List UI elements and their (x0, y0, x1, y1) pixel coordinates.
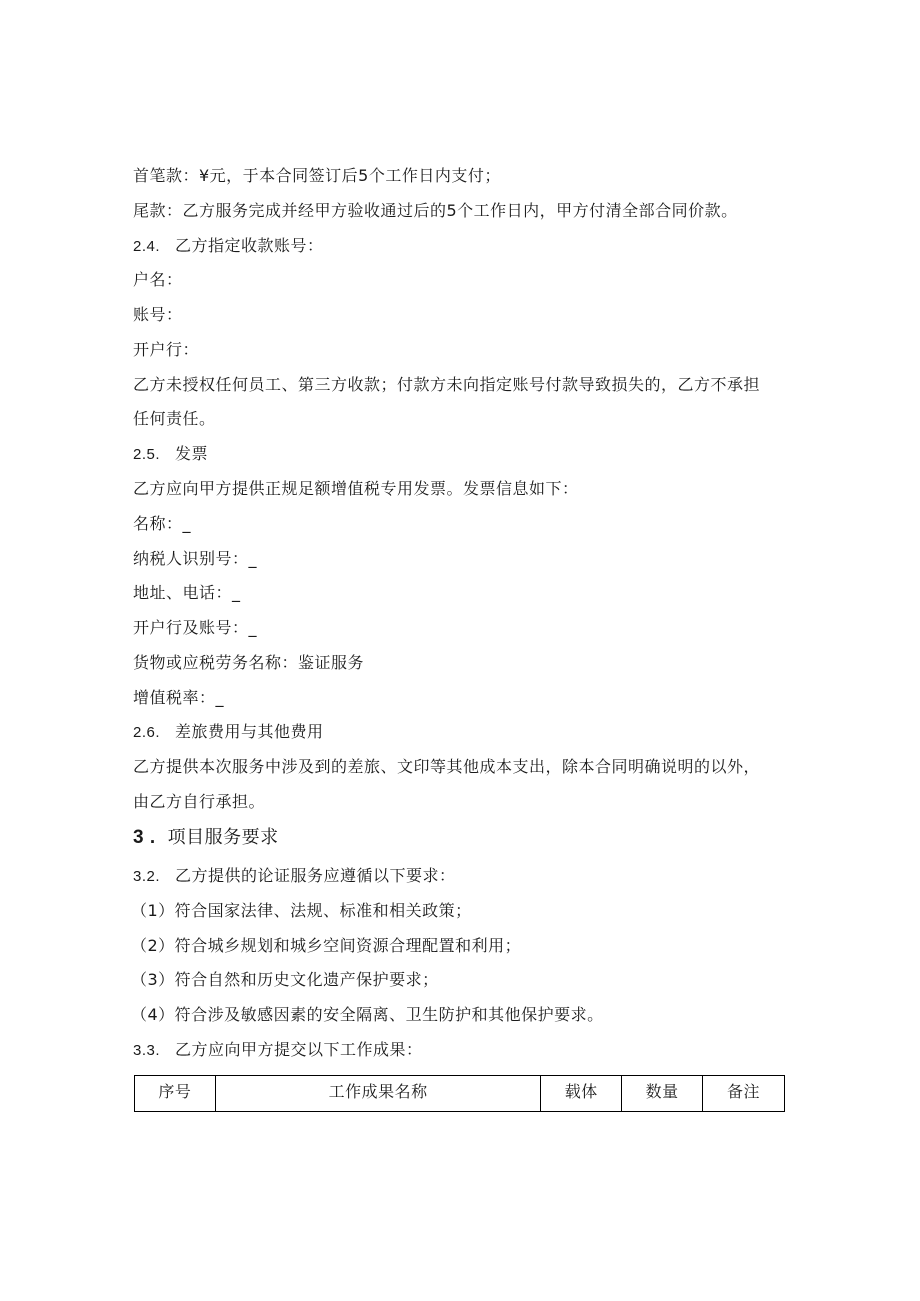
section-2-4 (133, 236, 324, 257)
header-medium: 载体 (541, 1076, 622, 1112)
account-number-line: 账号： (133, 305, 183, 324)
heading-text: 项目服务要求 (167, 827, 279, 848)
bank-line: 开户行： (133, 340, 200, 359)
vat-rate-line: 增值税率：_ (133, 688, 225, 707)
final-payment-line: 尾款：乙方服务完成并经甲方验收通过后的5个工作日内，甲方付清全部合同价款。 (133, 201, 738, 220)
invoice-name-line: 名称：_ (133, 514, 192, 533)
section-title: 乙方应向甲方提交以下工作成果： (175, 1040, 423, 1059)
travel-expense-line-2: 由乙方自行承担。 (133, 792, 266, 811)
first-payment-line: 首笔款：¥元，于本合同签订后5个工作日内支付； (133, 166, 501, 185)
section-3-2 (133, 866, 456, 887)
requirement-1: （1）符合国家法律、法规、标准和相关政策； (131, 901, 472, 920)
section-2-6 (133, 722, 324, 743)
table-header-row (135, 1076, 785, 1112)
requirement-3: （3）符合自然和历史文化遗产保护要求； (131, 970, 439, 989)
invoice-intro-line: 乙方应向甲方提供正规足额增值税专用发票。发票信息如下： (133, 479, 579, 498)
taxpayer-id-line: 纳税人识别号：_ (133, 549, 258, 568)
header-remarks: 备注 (703, 1076, 785, 1112)
section-title: 发票 (175, 444, 209, 463)
section-number: 2.4. (133, 238, 161, 255)
section-number: 2.5. (133, 446, 161, 463)
section-number: 3.3. (133, 1042, 161, 1059)
service-name-line: 货物或应税劳务名称：鉴证服务 (133, 653, 365, 672)
header-quantity: 数量 (622, 1076, 703, 1112)
section-title: 乙方指定收款账号： (175, 236, 324, 255)
section-number: 3.2. (133, 868, 161, 885)
unauthorized-collection-line: 乙方未授权任何员工、第三方收款；付款方未向指定账号付款导致损失的，乙方不承担 (133, 375, 761, 394)
heading-number: 3 . (133, 827, 156, 848)
account-name-line: 户名： (133, 270, 183, 289)
header-result-name: 工作成果名称 (215, 1076, 540, 1112)
travel-expense-line: 乙方提供本次服务中涉及到的差旅、文印等其他成本支出，除本合同明确说明的以外， (133, 757, 761, 776)
work-results-table (134, 1075, 785, 1112)
section-3-heading (133, 828, 279, 848)
section-title: 差旅费用与其他费用 (175, 722, 324, 741)
requirement-4: （4）符合涉及敏感因素的安全隔离、卫生防护和其他保护要求。 (131, 1005, 604, 1024)
unauthorized-collection-line-2: 任何责任。 (133, 409, 216, 428)
requirement-2: （2）符合城乡规划和城乡空间资源合理配置和利用； (131, 936, 522, 955)
section-3-3 (133, 1040, 423, 1061)
address-phone-line: 地址、电话：_ (133, 583, 241, 602)
bank-account-line: 开户行及账号：_ (133, 618, 258, 637)
section-title: 乙方提供的论证服务应遵循以下要求： (175, 866, 456, 885)
section-2-5 (133, 444, 208, 465)
section-number: 2.6. (133, 724, 161, 741)
header-index: 序号 (135, 1076, 216, 1112)
